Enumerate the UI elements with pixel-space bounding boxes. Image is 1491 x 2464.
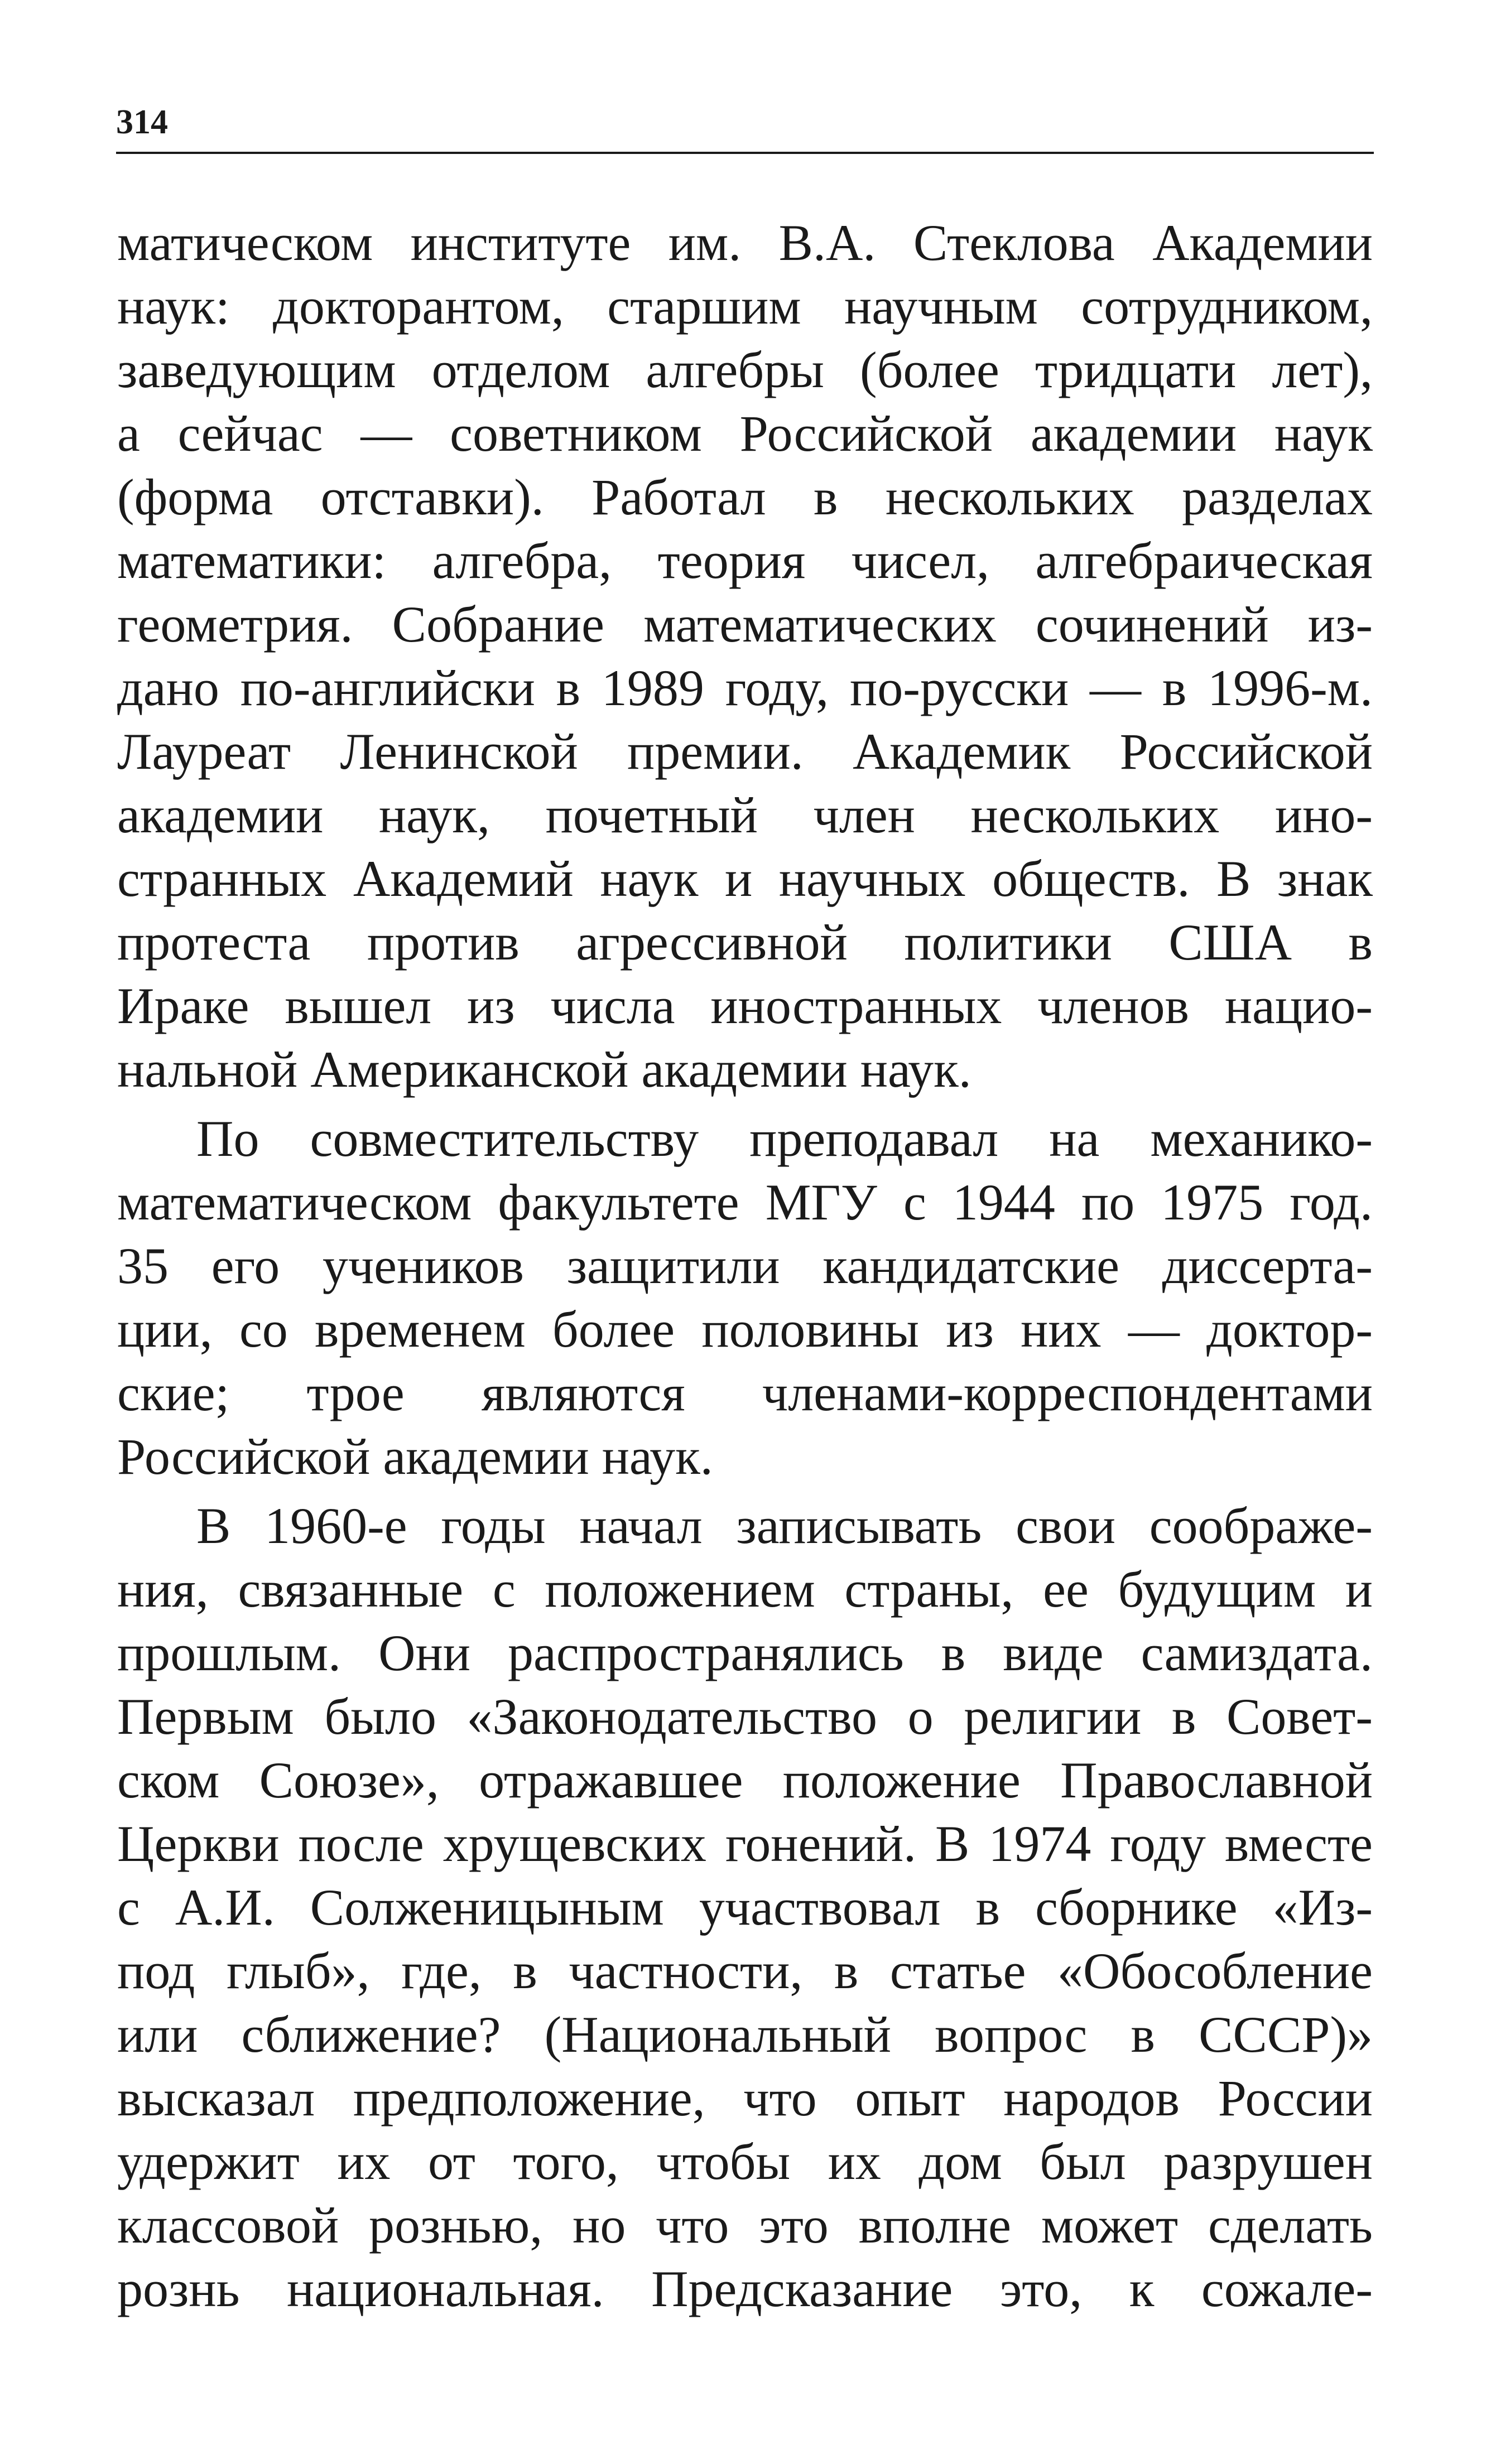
- text-line: Российской академии наук.: [117, 1428, 713, 1485]
- text-line: матическом институте им. В.А. Стеклова Академии: [117, 214, 1373, 271]
- text-line: протеста против агрессивной политики США в: [117, 914, 1373, 971]
- text-line: заведующим отделом алгебры (более тридцати лет),: [117, 341, 1373, 398]
- text-line: под глыб», где, в частности, в статье «Обособление: [117, 1942, 1373, 1999]
- text-line: (форма отставки). Работал в нескольких разделах: [117, 469, 1373, 525]
- text-line: академии наук, почетный член нескольких ино-: [117, 787, 1373, 843]
- text-line: Церкви после хрущевских гонений. В 1974 году вместе: [117, 1815, 1373, 1872]
- text-line: странных Академий наук и научных обществ. В знак: [117, 850, 1373, 907]
- paragraph-gap: [117, 1488, 1373, 1494]
- text-line: прошлым. Они распространялись в виде самиздата.: [117, 1624, 1373, 1681]
- paragraph-gap: [117, 1101, 1373, 1107]
- text-line: ские; трое являются членами-корреспондентами: [117, 1364, 1373, 1421]
- paragraph-1: [117, 211, 1373, 1101]
- text-line: Лауреат Ленинской премии. Академик Российской: [117, 723, 1373, 780]
- text-line: или сближение? (Национальный вопрос в СССР)»: [117, 2006, 1373, 2063]
- text-line: нальной Американской академии наук.: [117, 1041, 971, 1098]
- body-text: [117, 211, 1373, 2321]
- text-line: а сейчас — советником Российской академии наук: [117, 405, 1373, 462]
- header-rule: [116, 152, 1374, 154]
- text-line: высказал предположение, что опыт народов России: [117, 2070, 1373, 2127]
- page-number: 314: [116, 103, 168, 141]
- text-line: По совместительству преподавал на механико-: [196, 1110, 1373, 1167]
- text-line: с А.И. Солженицыным участвовал в сборнике «Из-: [117, 1879, 1373, 1936]
- text-line: геометрия. Собрание математических сочинений из-: [117, 596, 1373, 653]
- text-line: математическом факультете МГУ с 1944 по 1975 год.: [117, 1174, 1373, 1231]
- text-line: наук: докторантом, старшим научным сотрудником,: [117, 278, 1373, 335]
- text-line: ния, связанные с положением страны, ее будущим и: [117, 1561, 1373, 1618]
- text-line: рознь национальная. Предсказание это, к сожале-: [117, 2260, 1373, 2317]
- paragraph-3: [117, 1494, 1373, 2321]
- text-line: математики: алгебра, теория чисел, алгебраическая: [117, 532, 1373, 589]
- text-line: Ираке вышел из числа иностранных членов нацио-: [117, 977, 1373, 1034]
- paragraph-2: [117, 1107, 1373, 1488]
- text-line: 35 его учеников защитили кандидатские диссерта-: [117, 1237, 1373, 1294]
- text-line: В 1960-е годы начал записывать свои соображе-: [196, 1497, 1373, 1554]
- text-line: удержит их от того, чтобы их дом был разрушен: [117, 2133, 1373, 2190]
- text-line: дано по-английски в 1989 году, по-русски — в 1996-м.: [117, 659, 1373, 716]
- text-line: Первым было «Законодательство о религии в Совет-: [117, 1688, 1373, 1745]
- text-line: ции, со временем более половины из них — доктор-: [117, 1301, 1373, 1358]
- text-line: ском Союзе», отражавшее положение Православной: [117, 1752, 1373, 1809]
- text-line: классовой рознью, но что это вполне может сделать: [117, 2197, 1373, 2254]
